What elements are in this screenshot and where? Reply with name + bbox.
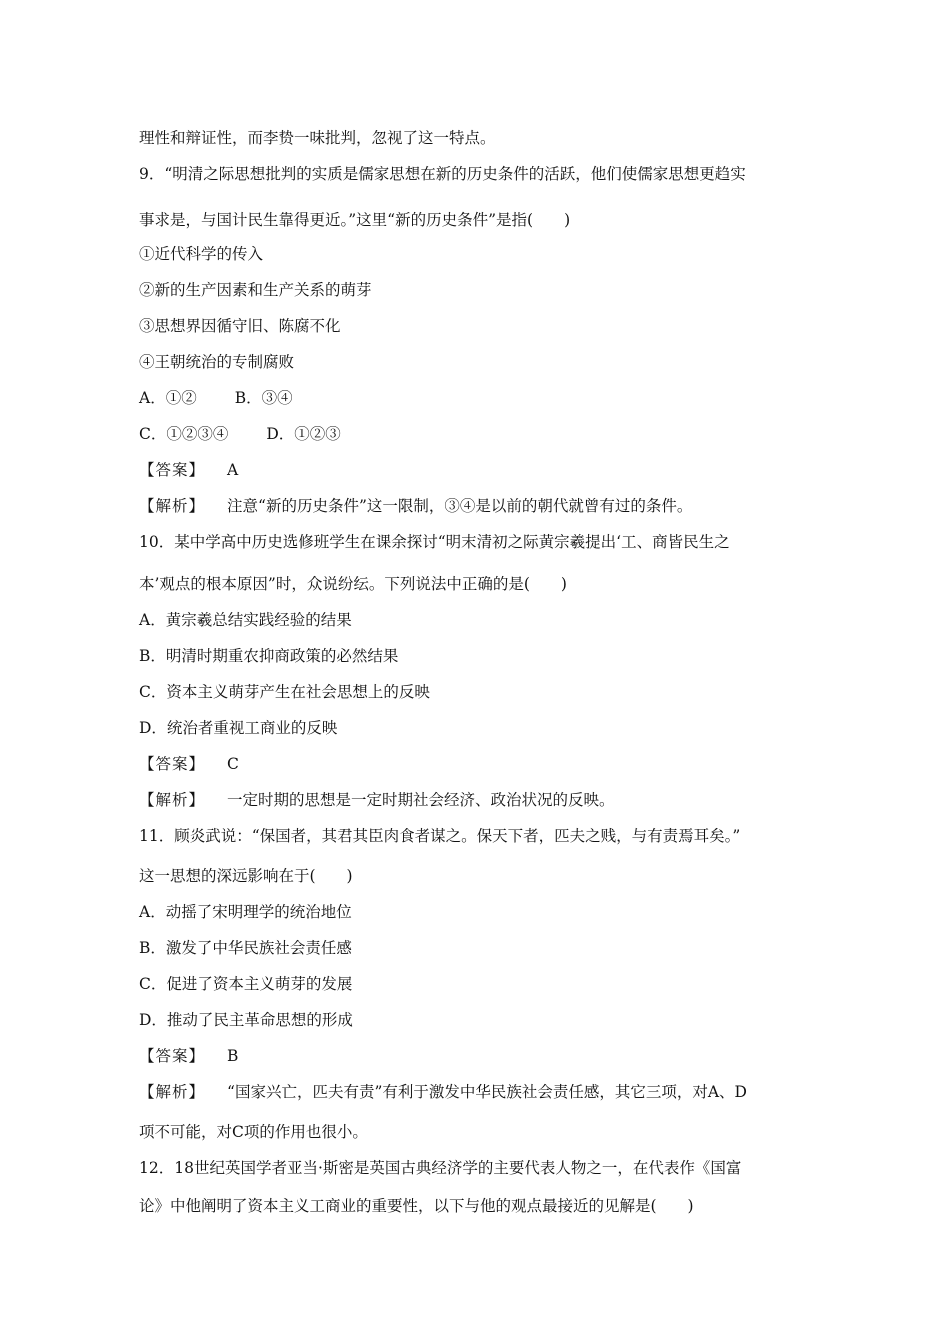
option-d: D．推动了民主革命思想的形成	[139, 1011, 353, 1029]
question-11-line-2: 这一思想的深远影响在于( )	[139, 867, 353, 885]
answer-tag: 【答案】	[139, 755, 206, 773]
option-b: B．③④	[234, 389, 293, 407]
answer-line	[139, 754, 839, 774]
answer-line	[139, 460, 839, 480]
analysis-line	[139, 1082, 839, 1102]
option-a: A．黄宗羲总结实践经验的结果	[139, 611, 352, 629]
option-b: B．激发了中华民族社会责任感	[139, 939, 352, 957]
question-9-line-1: 9．“明清之际思想批判的实质是儒家思想在新的历史条件的活跃，他们使儒家思想更趋实	[139, 165, 746, 183]
statement-2: ②新的生产因素和生产关系的萌芽	[139, 281, 372, 299]
options-row-cd	[139, 424, 839, 444]
question-12-line-2: 论》中他阐明了资本主义工商业的重要性，以下与他的观点最接近的见解是( )	[139, 1197, 694, 1215]
analysis-text: 一定时期的思想是一定时期社会经济、政治状况的反映。	[227, 791, 615, 809]
analysis-tag: 【解析】	[139, 791, 206, 809]
analysis-tag: 【解析】	[139, 1083, 206, 1101]
answer-value: C	[227, 755, 239, 773]
option-d: D．统治者重视工商业的反映	[139, 719, 338, 737]
option-b: B．明清时期重农抑商政策的必然结果	[139, 647, 399, 665]
question-9-line-2: 事求是，与国计民生靠得更近。”这里“新的历史条件”是指( )	[139, 211, 571, 229]
statement-4: ④王朝统治的专制腐败	[139, 353, 295, 371]
answer-tag: 【答案】	[139, 1047, 206, 1065]
question-10-line-1: 10．某中学高中历史选修班学生在课余探讨“明末清初之际黄宗羲提出‘工、商皆民生之	[139, 533, 730, 551]
answer-tag: 【答案】	[139, 461, 206, 479]
options-row-ab	[139, 388, 839, 408]
analysis-continuation: 项不可能，对C项的作用也很小。	[139, 1123, 368, 1141]
option-c: C．①②③④	[139, 425, 229, 443]
option-c: C．促进了资本主义萌芽的发展	[139, 975, 353, 993]
statement-3: ③思想界因循守旧、陈腐不化	[139, 317, 341, 335]
option-c: C．资本主义萌芽产生在社会思想上的反映	[139, 683, 430, 701]
analysis-line	[139, 496, 839, 516]
answer-value: B	[227, 1047, 239, 1065]
question-11-line-1: 11．顾炎武说：“保国者，其君其臣肉食者谋之。保天下者，匹夫之贱，与有责焉耳矣。”	[139, 827, 741, 845]
answer-value: A	[227, 461, 239, 479]
analysis-text: 注意“新的历史条件”这一限制，③④是以前的朝代就曾有过的条件。	[227, 497, 693, 515]
option-a: A．动摇了宋明理学的统治地位	[139, 903, 352, 921]
text-line: 理性和辩证性，而李贽一味批判，忽视了这一特点。	[139, 129, 496, 147]
analysis-tag: 【解析】	[139, 497, 206, 515]
analysis-text: “国家兴亡，匹夫有责”有利于激发中华民族社会责任感，其它三项，对A、D	[227, 1083, 747, 1101]
option-d: D．①②③	[266, 425, 341, 443]
statement-1: ①近代科学的传入	[139, 245, 264, 263]
question-12-line-1: 12．18世纪英国学者亚当·斯密是英国古典经济学的主要代表人物之一，在代表作《国富	[139, 1159, 742, 1177]
analysis-line	[139, 790, 839, 810]
answer-line	[139, 1046, 839, 1066]
question-10-line-2: 本’观点的根本原因”时，众说纷纭。下列说法中正确的是( )	[139, 575, 567, 593]
option-a: A．①②	[139, 389, 197, 407]
